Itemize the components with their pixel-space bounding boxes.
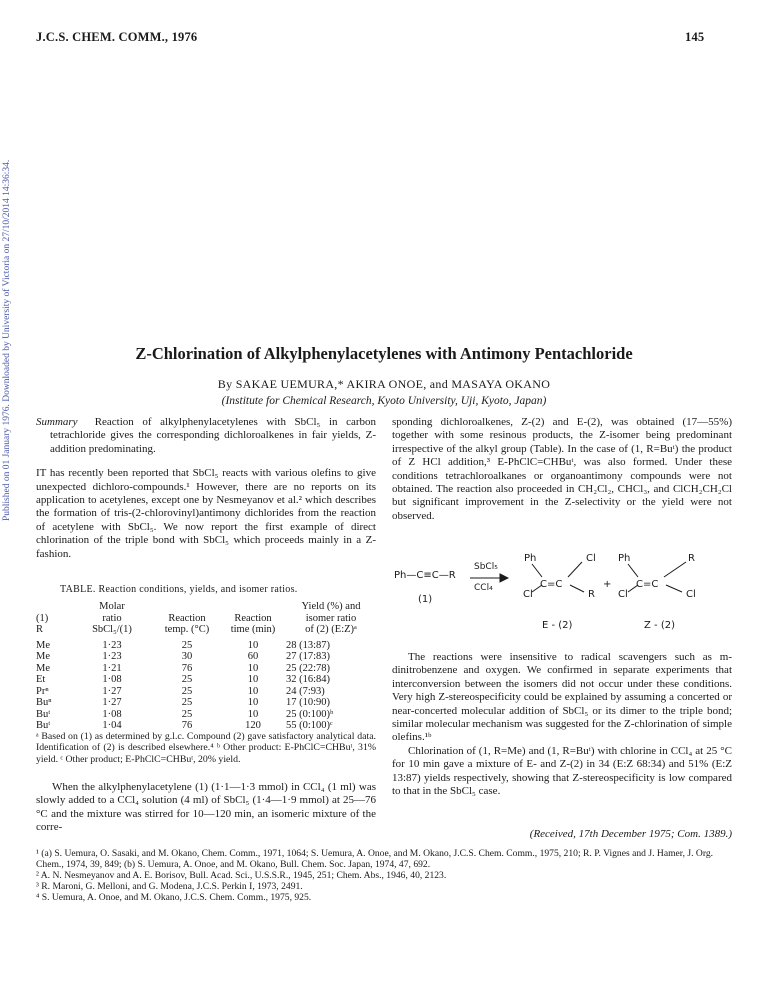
reagent-top: SbCl₅ [474, 562, 498, 572]
reaction-arrow-head [500, 574, 508, 582]
e-product-cl-top: Cl [586, 553, 596, 564]
reference-item: ² A. N. Nesmeyanov and A. E. Borisov, Bull. Acad. Sci., U.S.S.R., 1945, 251; Chem. Abs., 1946, 40, 2123. [36, 870, 447, 881]
bond [532, 564, 542, 577]
article-title: Z-Chlorination of Alkylphenylacetylenes with Antimony Pentachloride [135, 344, 633, 363]
z-product-cl-right: Cl [686, 589, 696, 600]
header-cell: R [36, 624, 44, 635]
journal-header: J.C.S. CHEM. COMM., 1976 [36, 30, 198, 44]
table-row: Et 1·08 25 10 32 (16:84) [36, 674, 331, 685]
bond [666, 585, 682, 592]
header-cell: temp. (°C) [164, 624, 210, 635]
header-cell: SbCl₅/(1) [92, 624, 132, 635]
header-cell: Yield (%) and [301, 601, 361, 612]
header-cell: of (2) (E:Z)ᵃ [305, 624, 357, 635]
intro-paragraph: IT has recently been reported that SbCl₅ reacts with various olefins to give unexpected dichloro-compounds.¹ However, there are no reports on its application to acetylenes, except one by Nesmeyanov et al.² which describes the formation of tris-(2-chlorovinyl)antimony dichlorides from the reaction of acetylene with SbCl₅. We now report the first example of direct chlorination of the triple bond with SbCl₅ which proceeds mainly in a Z-fashion. [36, 467, 376, 560]
left-column [36, 416, 376, 561]
e-product-double-bond: C=C [540, 579, 563, 590]
institution: (Institute for Chemical Research, Kyoto University, Uji, Kyoto, Japan) [221, 395, 547, 407]
table-row: Me 1·23 25 10 28 (13:87) [36, 639, 331, 651]
reaction-scheme [392, 552, 732, 644]
received-date: (Received, 17th December 1975; Com. 1389.) [529, 828, 732, 840]
header-cell: ratio [102, 612, 122, 624]
summary [36, 416, 376, 456]
table-row: Me 1·21 76 10 25 (22:78) [36, 662, 331, 674]
reference-item: ¹ (a) S. Uemura, O. Sasaki, and M. Okano, Chem. Comm., 1971, 1064; S. Uemura, A. Onoe, and M. Okano, J.C.S. Chem. Comm., 1975, 210; R. P. Vignes and J. Hamer, J. Org. Chem., 1974, 39, 849; (b) S. Uemura, A. Onoe, and M. Okano, Bull. Chem. Soc. Japan, 1974, 47, 692. [36, 848, 714, 870]
table-row: Buᵗ 1·08 25 10 25 (0:100)ᵇ [36, 708, 334, 720]
table-row: Me 1·23 30 60 27 (17:83) [36, 651, 331, 662]
chlorine-comparison-paragraph: Chlorination of (1, R=Me) and (1, R=Buᵗ) with chlorine in CCl₄ at 25 °C for 10 min gave a mixture of E- and Z-(2) in 34 (E:Z 68:34) and 51% (E:Z 13:87) yields respectively, showing that Z-stereospecificity is low compared to that in the SbCl₅ case. [392, 744, 732, 798]
bond [570, 585, 584, 592]
results-table [36, 601, 376, 732]
header-cell: isomer ratio [305, 612, 357, 624]
e-product-label: E - (2) [542, 620, 573, 631]
z-product-label: Z - (2) [644, 620, 675, 631]
reference-item: ⁴ S. Uemura, A. Onoe, and M. Okano, J.C.S. Chem. Comm., 1975, 925. [36, 892, 312, 903]
summary-text: Reaction of alkylphenylacetylenes with SbCl₅ in carbon tetrachloride gives the corresponding dichloroalkenes in fair yields, Z-addition predominating. [50, 416, 376, 455]
z-product-double-bond: C=C [636, 579, 659, 590]
authors: By SAKAE UEMURA,* AKIRA ONOE, and MASAYA OKANO [217, 377, 551, 391]
z-product-cl-left: Cl [618, 589, 628, 600]
left-column-continued [36, 781, 376, 835]
results-paragraph: sponding dichloroalkenes, Z-(2) and E-(2), was obtained (17—55%) together with some resinous products, the Z-isomer being predominant irrespective of the alkyl group (Table). In the case of (1, R=Buᵗ) the product of Z HCl addition,³ E-PhClC=CHBuᵗ, was also formed. Under these conditions tetrachloroalkanes or organoantimony compounds were not obtained. The reaction also proceeded in CH₂Cl₂, CHCl₃, and ClCH₂CH₂Cl but significant improvement in the Z-selectivity or the yield were not observed. [392, 416, 732, 522]
download-notice: Published on 01 January 1976. Downloaded by University of Victoria on 27/10/2014 14:36:34. [2, 159, 12, 521]
bond [628, 564, 638, 577]
z-product-r: R [688, 553, 695, 564]
table-row: Buⁿ 1·27 25 10 17 (10:90) [36, 697, 331, 708]
experimental-paragraph: When the alkylphenylacetylene (1) (1·1—1·3 mmol) in CCl₄ (1 ml) was slowly added to a CCl₄ solution (4 ml) of SbCl₅ (1·4—1·9 mmol) at 25—76 °C and the mixture was stirred for 10—120 min, an isomeric mixture of the corre- [36, 781, 376, 834]
mechanism-paragraph: The reactions were insensitive to radical scavengers such as m-dinitrobenzene and oxygen. We confirmed in separate experiments that interconversion between the isomers did not occur under these conditions. Very high Z-stereospecificity could be explained by assuming a concerted or near-concerted molecular addition of SbCl₅ or its dimer to the triple bond; similar molecular mechanism was suggested for the Z-chlorination of simple olefins.¹ᵇ [392, 651, 732, 744]
e-product-cl-bottom: Cl [523, 589, 533, 600]
header-cell: Reaction [168, 612, 206, 624]
right-column [392, 416, 732, 523]
header-cell [36, 601, 70, 613]
reactant-formula: Ph—C≡C—R [394, 570, 456, 581]
table-caption: TABLE. Reaction conditions, yields, and isomer ratios. [60, 584, 298, 595]
header-cell: time (min) [230, 624, 276, 635]
bond [568, 562, 582, 577]
table-row: Buᵗ 1·04 76 120 55 (0:100)ᶜ [36, 720, 333, 731]
e-product-r: R [588, 589, 595, 600]
table-footnote: ᵃ Based on (1) as determined by g.l.c. Compound (2) gave satisfactory analytical data. Identification of (2) is described elsewhere.⁴ ᵇ Other product: E-PhClC=CHBuᵗ, 31% yield. ᶜ Other product; E-PhClC=CHBuᵗ, 20% yield. [36, 731, 376, 765]
references [36, 848, 732, 903]
e-product-ph: Ph [524, 553, 537, 564]
table-row: Prⁿ 1·27 25 10 24 (7:93) [36, 685, 325, 697]
plus-sign: + [603, 579, 612, 590]
reference-item: ³ R. Maroni, G. Melloni, and G. Modena, J.C.S. Perkin I, 1973, 2491. [36, 881, 303, 892]
header-cell: (1) [36, 612, 49, 624]
table-header [36, 601, 376, 636]
header-cell: Molar [99, 601, 125, 612]
page-number: 145 [685, 30, 705, 44]
bond [664, 562, 686, 577]
summary-label: Summary [36, 416, 78, 428]
right-column-continued [392, 651, 732, 798]
z-product-ph: Ph [618, 553, 631, 564]
reactant-label: (1) [418, 594, 433, 605]
header-cell: Reaction [234, 612, 272, 624]
reagent-bottom: CCl₄ [474, 583, 493, 593]
